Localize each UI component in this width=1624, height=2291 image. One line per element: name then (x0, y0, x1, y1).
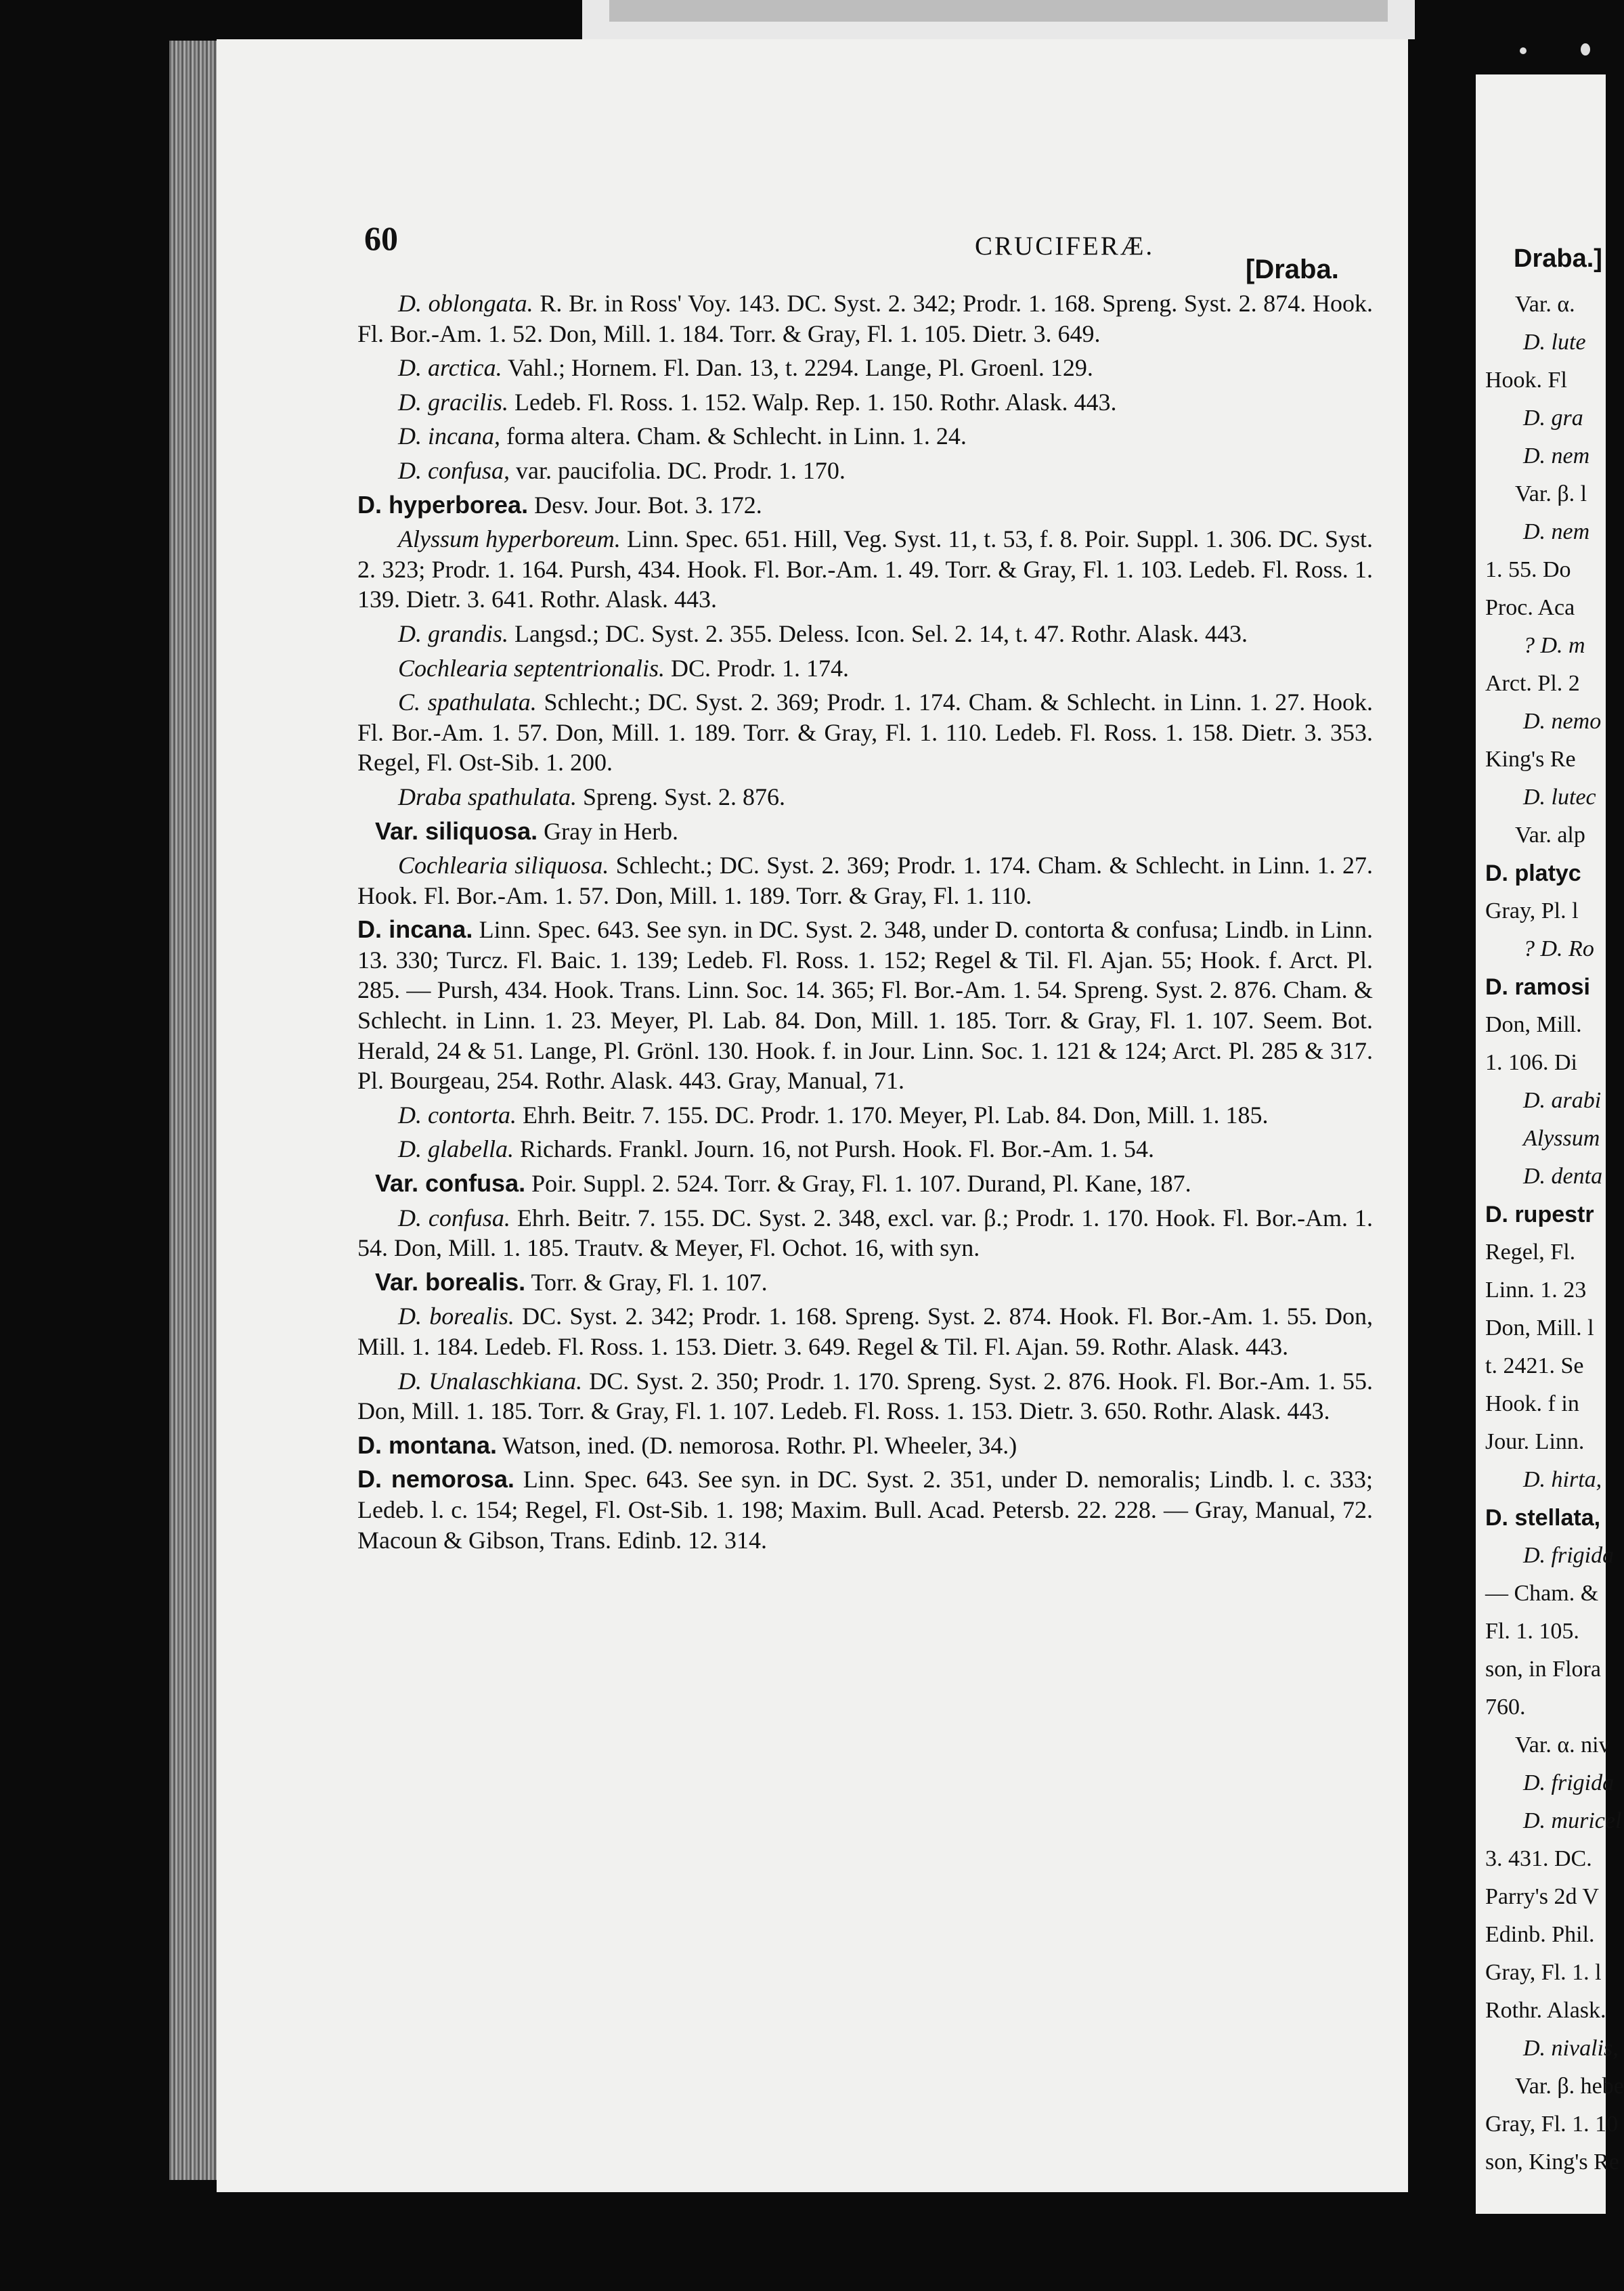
synonym-entry (357, 387, 1373, 418)
citation-text: DC. Syst. 2. 350; Prodr. 1. 170. Spreng. Syst. 2. 876. Hook. Fl. Bor.-Am. 1. 55. Don, Mill. 1. 185. Torr. & Gray, Fl. 1. 107. Ledeb. Fl. Ross. 1. 153. Dietr. 3. 650. Rothr. Alask. 443. (357, 1367, 1374, 1425)
species-entry (357, 1431, 1373, 1461)
synonym-entry (357, 1100, 1373, 1131)
taxon-name: Cochlearia septentrionalis. (398, 654, 665, 682)
facing-line: Gray, Fl. 1. 10 (1485, 2112, 1619, 2137)
citation-text: Linn. Spec. 651. Hill, Veg. Syst. 11, t. 53, f. 8. Poir. Suppl. 1. 306. DC. Syst. 2. 323; Prodr. 1. 164. Pursh, 434. Hook. Fl. Bor.-Am. 1. 49. Torr. & Gray, Fl. 1. 103. Ledeb. Fl. Ross. 1. 139. Dietr. 3. 641. Rothr. Alask. 443. (357, 525, 1374, 613)
citation-text: DC. Syst. 2. 342; Prodr. 1. 168. Spreng. Syst. 2. 874. Hook. Fl. Bor.-Am. 1. 55. Don, Mill. 1. 184. Ledeb. Fl. Ross. 1. 153. Dietr. 3. 649. Regel & Til. Fl. Ajan. 59. Rothr. Alask. 443. (357, 1303, 1373, 1360)
facing-line: ? D. Ro (1523, 936, 1594, 961)
facing-line: t. 2421. Se (1485, 1353, 1584, 1378)
citation-text: Ehrh. Beitr. 7. 155. DC. Prodr. 1. 170. Meyer, Pl. Lab. 84. Don, Mill. 1. 185. (517, 1101, 1269, 1129)
synonym-entry (357, 653, 1373, 684)
facing-line: D. ramosi (1485, 974, 1590, 1000)
taxon-name: Var. siliquosa. (375, 816, 538, 845)
facing-line: Proc. Aca (1485, 595, 1575, 620)
taxon-name: D. glabella. (398, 1135, 514, 1163)
facing-line: D. lute (1523, 330, 1586, 355)
taxon-name: D. hyperborea. (357, 490, 529, 519)
facing-line: Var. α. niv (1515, 1732, 1610, 1758)
entry-list (357, 288, 1373, 1559)
facing-line: D. arabi (1523, 1088, 1602, 1113)
taxon-name: Var. borealis. (375, 1267, 526, 1296)
facing-line: D. denta (1523, 1164, 1603, 1189)
facing-line: ? D. m (1523, 633, 1585, 658)
synonym-entry (357, 1301, 1373, 1361)
running-head: CRUCIFERÆ. (975, 232, 1155, 261)
citation-text: var. paucifolia. DC. Prodr. 1. 170. (510, 456, 846, 484)
taxon-name: D. incana. (357, 915, 473, 944)
citation-text: Gray in Herb. (537, 817, 679, 845)
taxon-name: Draba spathulata. (398, 783, 577, 810)
citation-text: Vahl.; Hornem. Fl. Dan. 13, t. 2294. Lange, Pl. Groenl. 129. (502, 354, 1093, 382)
facing-line: Regel, Fl. (1485, 1240, 1576, 1265)
facing-line: D. lutec (1523, 785, 1596, 810)
synonym-entry (357, 782, 1373, 812)
facing-line: D. nemo (1523, 709, 1602, 734)
citation-text: Watson, ined. (D. nemorosa. Rothr. Pl. Wheeler, 34.) (497, 1431, 1017, 1459)
facing-line: son, King's Re (1485, 2150, 1619, 2175)
taxon-name: D. grandis. (398, 619, 509, 647)
genus-tag: [Draba. (1246, 255, 1339, 284)
facing-line: 3. 431. DC. (1485, 1846, 1592, 1871)
citation-text: Schlecht.; DC. Syst. 2. 369; Prodr. 1. 174. Cham. & Schlecht. in Linn. 1. 27. Hook. Fl. Bor.-Am. 1. 57. Don, Mill. 1. 189. Torr. & Gray, Fl. 1. 110. Ledeb. Fl. Ross. 1. 158. Dietr. 3. 353. Regel, Fl. Ost-Sib. 1. 200. (357, 689, 1373, 777)
species-entry (357, 915, 1373, 1096)
facing-line: Var. β. hebe (1515, 2074, 1624, 2099)
facing-line: Edinb. Phil. (1485, 1922, 1595, 1947)
taxon-name: D. confusa, (398, 456, 510, 484)
citation-text: Spreng. Syst. 2. 876. (577, 783, 786, 810)
facing-page (1476, 74, 1624, 2214)
taxon-name: D. arctica. (398, 354, 502, 382)
facing-line: Fl. 1. 105. (1485, 1619, 1579, 1644)
synonym-entry (357, 288, 1373, 349)
facing-line: 1. 55. Do (1485, 557, 1571, 582)
citation-text: Ledeb. Fl. Ross. 1. 152. Walp. Rep. 1. 150. Rothr. Alask. 443. (508, 388, 1117, 416)
facing-line: Hook. Fl (1485, 368, 1567, 393)
citation-text: Desv. Jour. Bot. 3. 172. (528, 491, 762, 519)
facing-line: Parry's 2d V (1485, 1884, 1599, 1909)
citation-text: Linn. Spec. 643. See syn. in DC. Syst. 2. 348, under D. contorta & confusa; Lindb. in Linn. 13. 330; Turcz. Fl. Baic. 1. 139; Ledeb. Fl. Ross. 1. 152; Regel & Til. Fl. Ajan. 55; Hook. f. Arct. Pl. 285. — Pursh, 434. Hook. Trans. Linn. Soc. 14. 365; Fl. Bor.-Am. 1. 54. Spreng. Syst. 2. 876. Cham. & Schlecht. in Linn. 1. 23. Meyer, Pl. Lab. 84. Don, Mill. 1. 185. Torr. & Gray, Fl. 1. 107. Seem. Bot. Herald, 24 & 51. Lange, Pl. Grönl. 130. Hook. f. in Jour. Linn. Soc. 1. 121 & 124; Arct. Pl. 285 & 317. Pl. Bourgeau, 254. Rothr. Alask. 443. Gray, Manual, 71. (357, 916, 1373, 1095)
facing-line: Jour. Linn. (1485, 1429, 1585, 1454)
variety-entry (357, 1267, 1373, 1298)
facing-line: D. muricel (1523, 1808, 1622, 1833)
facing-line: D. stellata, (1485, 1505, 1601, 1531)
facing-line: Linn. 1. 23 (1485, 1278, 1587, 1303)
synonym-entry (357, 850, 1373, 911)
citation-text: Ehrh. Beitr. 7. 155. DC. Syst. 2. 348, excl. var. β.; Prodr. 1. 170. Hook. Fl. Bor.-Am. 1. 54. Don, Mill. 1. 185. Trautv. & Meyer, Fl. Ochot. 16, with syn. (357, 1204, 1373, 1262)
citation-text: R. Br. in Ross' Voy. 143. DC. Syst. 2. 342; Prodr. 1. 168. Spreng. Syst. 2. 874. Hook. Fl. Bor.-Am. 1. 52. Don, Mill. 1. 184. Torr. & Gray, Fl. 1. 105. Dietr. 3. 649. (357, 290, 1373, 347)
facing-line: 760. (1485, 1695, 1526, 1720)
facing-line: Arct. Pl. 2 (1485, 671, 1580, 696)
taxon-name: D. incana, (398, 422, 500, 450)
citation-text: Linn. Spec. 643. See syn. in DC. Syst. 2. 351, under D. nemoralis; Lindb. l. c. 333; Ledeb. l. c. 154; Regel, Fl. Ost-Sib. 1. 198; Maxim. Bull. Acad. Petersb. 22. 228. — Gray, Manual, 72. Macoun & Gibson, Trans. Edinb. 12. 314. (357, 1466, 1374, 1554)
taxon-name: D. borealis. (398, 1303, 514, 1330)
citation-text: Poir. Suppl. 2. 524. Torr. & Gray, Fl. 1. 107. Durand, Pl. Kane, 187. (525, 1170, 1191, 1198)
facing-line: D. nivalis, (1523, 2036, 1619, 2061)
left-page (217, 39, 1408, 2192)
synonym-entry (357, 1203, 1373, 1263)
page-number: 60 (364, 219, 398, 257)
citation-text: Langsd.; DC. Syst. 2. 355. Deless. Icon. Sel. 2. 14, t. 47. Rothr. Alask. 443. (508, 619, 1248, 647)
taxon-name: D. Unalaschkiana. (398, 1367, 583, 1395)
citation-text: Richards. Frankl. Journ. 16, not Pursh. Hook. Fl. Bor.-Am. 1. 54. (513, 1135, 1154, 1163)
facing-line: Var. α. (1515, 292, 1575, 317)
taxon-name: D. contorta. (398, 1101, 517, 1129)
facing-line: D. gra (1523, 406, 1583, 431)
binding-clip-shadow (609, 0, 1388, 22)
facing-line: Var. alp (1515, 823, 1585, 848)
taxon-name: D. oblongata. (398, 290, 533, 317)
species-entry (357, 1464, 1373, 1555)
synonym-entry (357, 1366, 1373, 1426)
citation-text: Schlecht.; DC. Syst. 2. 369; Prodr. 1. 174. Cham. & Schlecht. in Linn. 1. 27. Hook. Fl. Bor.-Am. 1. 57. Don, Mill. 1. 189. Torr. & Gray, Fl. 1. 110. (357, 852, 1373, 909)
facing-line: D. nem (1523, 519, 1590, 544)
speck (1520, 47, 1527, 54)
taxon-name: Var. confusa. (375, 1169, 526, 1198)
facing-line: D. nem (1523, 443, 1590, 468)
speck (1581, 43, 1590, 56)
facing-line: D. hirta, (1523, 1467, 1602, 1492)
citation-text: Torr. & Gray, Fl. 1. 107. (525, 1268, 768, 1296)
facing-line: D. platyc (1485, 860, 1581, 886)
facing-line: 1. 106. Di (1485, 1050, 1577, 1075)
facing-line: — Cham. & (1485, 1581, 1599, 1606)
synonym-entry (357, 421, 1373, 452)
facing-running-head: Draba.] (1514, 244, 1602, 273)
taxon-name: C. spathulata. (398, 689, 537, 716)
taxon-name: D. gracilis. (398, 388, 509, 416)
species-entry (357, 490, 1373, 521)
taxon-name: Alyssum hyperboreum. (398, 525, 621, 553)
synonym-entry (357, 353, 1373, 383)
facing-page-column (1476, 74, 1624, 2181)
facing-line: D. frigida (1523, 1770, 1615, 1795)
facing-line: Hook. f in (1485, 1391, 1579, 1416)
synonym-entry (357, 1134, 1373, 1164)
citation-text: forma altera. Cham. & Schlecht. in Linn. 1. 24. (500, 422, 967, 450)
facing-line: Don, Mill. l (1485, 1315, 1594, 1340)
taxon-name: D. nemorosa. (357, 1465, 514, 1493)
variety-entry (357, 1169, 1373, 1199)
taxon-name: Cochlearia siliquosa. (398, 852, 609, 879)
page-edge-stack (169, 41, 223, 2180)
facing-line: son, in Flora (1485, 1657, 1601, 1682)
facing-line: Don, Mill. (1485, 1012, 1582, 1037)
synonym-entry (357, 456, 1373, 486)
taxon-name: D. montana. (357, 1431, 498, 1459)
synonym-entry (357, 687, 1373, 778)
facing-line: Gray, Fl. 1. l (1485, 1960, 1602, 1985)
facing-line: Alyssum (1523, 1126, 1600, 1151)
facing-line: D. rupestr (1485, 1202, 1594, 1227)
facing-line: Var. β. l (1515, 481, 1587, 506)
synonym-entry (357, 619, 1373, 649)
facing-line: King's Re (1485, 747, 1576, 772)
taxon-name: D. confusa. (398, 1204, 510, 1231)
facing-line: Gray, Pl. l (1485, 898, 1579, 923)
synonym-entry (357, 524, 1373, 615)
variety-entry (357, 816, 1373, 847)
citation-text: DC. Prodr. 1. 174. (664, 654, 850, 682)
facing-line: D. frigida (1523, 1543, 1615, 1568)
facing-line: Rothr. Alask. (1485, 1998, 1606, 2023)
